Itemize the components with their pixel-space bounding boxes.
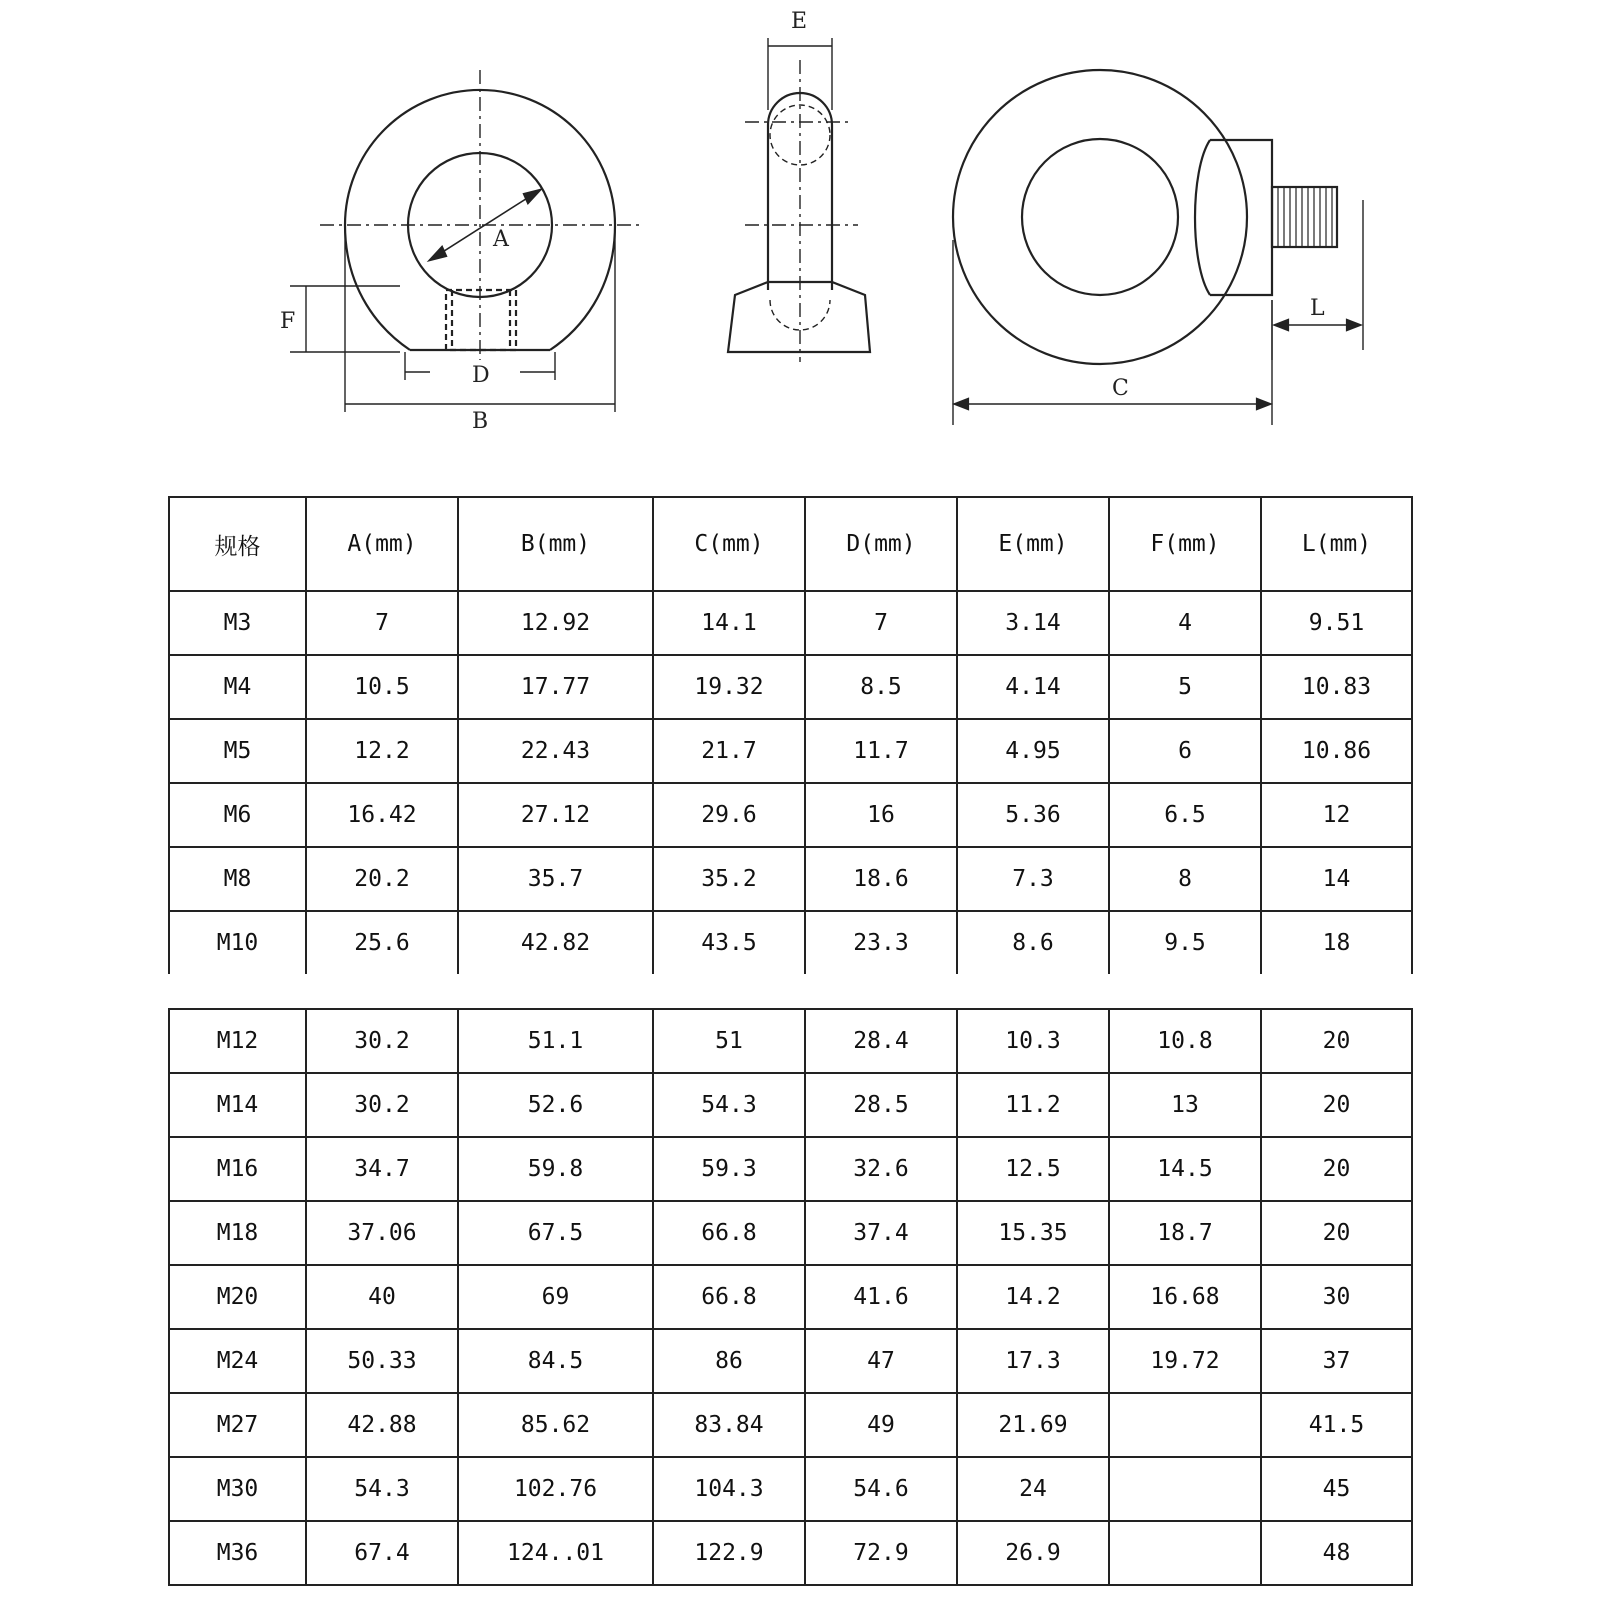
cell-spec: M27 (169, 1393, 306, 1457)
table-row (169, 783, 1412, 847)
cell-a: 34.7 (306, 1137, 458, 1201)
cell-d: 8.5 (805, 655, 957, 719)
header-spec: 规格 (169, 497, 306, 591)
dimension-label-l: L (1310, 296, 1325, 321)
table-row (169, 1201, 1412, 1265)
cell-l: 20 (1261, 1073, 1412, 1137)
cell-c: 66.8 (653, 1201, 805, 1265)
cell-a: 25.6 (306, 911, 458, 974)
cell-l: 20 (1261, 1201, 1412, 1265)
cell-b: 85.62 (458, 1393, 653, 1457)
table-row (169, 847, 1412, 911)
table-row (169, 1457, 1412, 1521)
table-row (169, 1393, 1412, 1457)
cell-spec: M3 (169, 591, 306, 655)
cell-spec: M36 (169, 1521, 306, 1585)
header-f: F(mm) (1109, 497, 1261, 591)
cell-spec: M14 (169, 1073, 306, 1137)
cell-l: 10.86 (1261, 719, 1412, 783)
spec-table-part1 (168, 496, 1413, 974)
table-row (169, 1265, 1412, 1329)
cell-l: 20 (1261, 1137, 1412, 1201)
cell-c: 83.84 (653, 1393, 805, 1457)
cell-b: 59.8 (458, 1137, 653, 1201)
cell-e: 14.2 (957, 1265, 1109, 1329)
cell-l: 48 (1261, 1521, 1412, 1585)
table-row (169, 719, 1412, 783)
header-d: D(mm) (805, 497, 957, 591)
cell-e: 7.3 (957, 847, 1109, 911)
cell-d: 47 (805, 1329, 957, 1393)
cell-a: 20.2 (306, 847, 458, 911)
cell-a: 30.2 (306, 1073, 458, 1137)
cell-d: 54.6 (805, 1457, 957, 1521)
header-e: E(mm) (957, 497, 1109, 591)
dimension-label-e: E (791, 9, 808, 34)
cell-l: 20 (1261, 1009, 1412, 1073)
cell-f: 9.5 (1109, 911, 1261, 974)
cell-a: 50.33 (306, 1329, 458, 1393)
cell-e: 21.69 (957, 1393, 1109, 1457)
cell-e: 10.3 (957, 1009, 1109, 1073)
cell-f: 13 (1109, 1073, 1261, 1137)
cell-b: 17.77 (458, 655, 653, 719)
cell-e: 5.36 (957, 783, 1109, 847)
cell-e: 8.6 (957, 911, 1109, 974)
cell-l: 12 (1261, 783, 1412, 847)
cell-l: 18 (1261, 911, 1412, 974)
cell-b: 22.43 (458, 719, 653, 783)
spec-table-part2 (168, 1008, 1413, 1586)
cell-f: 6 (1109, 719, 1261, 783)
cell-l: 14 (1261, 847, 1412, 911)
cell-c: 19.32 (653, 655, 805, 719)
cell-d: 18.6 (805, 847, 957, 911)
table-row (169, 1521, 1412, 1585)
cell-c: 86 (653, 1329, 805, 1393)
cell-c: 104.3 (653, 1457, 805, 1521)
front-view-drawing (290, 70, 640, 412)
cell-f: 5 (1109, 655, 1261, 719)
cell-f: 10.8 (1109, 1009, 1261, 1073)
cell-a: 7 (306, 591, 458, 655)
cell-a: 54.3 (306, 1457, 458, 1521)
cell-b: 102.76 (458, 1457, 653, 1521)
cell-a: 42.88 (306, 1393, 458, 1457)
table-row (169, 1009, 1412, 1073)
cell-f: 19.72 (1109, 1329, 1261, 1393)
cell-d: 72.9 (805, 1521, 957, 1585)
cell-e: 26.9 (957, 1521, 1109, 1585)
cell-f (1109, 1521, 1261, 1585)
cell-l: 41.5 (1261, 1393, 1412, 1457)
cell-f: 6.5 (1109, 783, 1261, 847)
cell-f: 8 (1109, 847, 1261, 911)
cell-a: 30.2 (306, 1009, 458, 1073)
table-row (169, 1329, 1412, 1393)
table-row (169, 911, 1412, 974)
cell-b: 124..01 (458, 1521, 653, 1585)
cell-c: 43.5 (653, 911, 805, 974)
cell-b: 84.5 (458, 1329, 653, 1393)
cell-d: 11.7 (805, 719, 957, 783)
header-c: C(mm) (653, 497, 805, 591)
cell-l: 45 (1261, 1457, 1412, 1521)
eye-nut-dimension-diagram (0, 0, 1601, 460)
cell-b: 51.1 (458, 1009, 653, 1073)
cell-e: 11.2 (957, 1073, 1109, 1137)
cell-d: 32.6 (805, 1137, 957, 1201)
cell-f: 18.7 (1109, 1201, 1261, 1265)
cell-c: 54.3 (653, 1073, 805, 1137)
cell-c: 29.6 (653, 783, 805, 847)
cell-spec: M24 (169, 1329, 306, 1393)
cell-f: 4 (1109, 591, 1261, 655)
cell-b: 52.6 (458, 1073, 653, 1137)
cell-l: 30 (1261, 1265, 1412, 1329)
header-b: B(mm) (458, 497, 653, 591)
dimension-label-c: C (1112, 376, 1129, 401)
cell-b: 27.12 (458, 783, 653, 847)
cell-spec: M4 (169, 655, 306, 719)
cell-b: 35.7 (458, 847, 653, 911)
cell-c: 66.8 (653, 1265, 805, 1329)
cell-l: 37 (1261, 1329, 1412, 1393)
cell-b: 69 (458, 1265, 653, 1329)
table-header-row (169, 497, 1412, 591)
cell-f (1109, 1393, 1261, 1457)
cell-e: 4.14 (957, 655, 1109, 719)
cell-c: 59.3 (653, 1137, 805, 1201)
dimension-label-b: B (472, 409, 489, 434)
cell-a: 10.5 (306, 655, 458, 719)
table-row (169, 1137, 1412, 1201)
cell-c: 122.9 (653, 1521, 805, 1585)
dimension-label-f: F (280, 309, 296, 334)
cell-d: 49 (805, 1393, 957, 1457)
cell-d: 41.6 (805, 1265, 957, 1329)
cell-d: 16 (805, 783, 957, 847)
cell-spec: M16 (169, 1137, 306, 1201)
table-row (169, 591, 1412, 655)
cell-spec: M20 (169, 1265, 306, 1329)
cell-d: 7 (805, 591, 957, 655)
table-row (169, 1073, 1412, 1137)
cell-a: 16.42 (306, 783, 458, 847)
cell-spec: M6 (169, 783, 306, 847)
cell-c: 51 (653, 1009, 805, 1073)
header-l: L(mm) (1261, 497, 1412, 591)
cell-d: 23.3 (805, 911, 957, 974)
cell-e: 17.3 (957, 1329, 1109, 1393)
cell-e: 15.35 (957, 1201, 1109, 1265)
cell-spec: M30 (169, 1457, 306, 1521)
cell-spec: M5 (169, 719, 306, 783)
cell-a: 67.4 (306, 1521, 458, 1585)
cell-a: 37.06 (306, 1201, 458, 1265)
cell-a: 40 (306, 1265, 458, 1329)
top-view-drawing (953, 70, 1363, 425)
cell-f: 16.68 (1109, 1265, 1261, 1329)
side-view-drawing (728, 38, 870, 362)
cell-d: 37.4 (805, 1201, 957, 1265)
cell-f: 14.5 (1109, 1137, 1261, 1201)
cell-c: 35.2 (653, 847, 805, 911)
cell-b: 12.92 (458, 591, 653, 655)
cell-spec: M12 (169, 1009, 306, 1073)
cell-a: 12.2 (306, 719, 458, 783)
cell-e: 3.14 (957, 591, 1109, 655)
table-row (169, 655, 1412, 719)
cell-d: 28.4 (805, 1009, 957, 1073)
cell-c: 14.1 (653, 591, 805, 655)
cell-spec: M8 (169, 847, 306, 911)
cell-f (1109, 1457, 1261, 1521)
cell-l: 10.83 (1261, 655, 1412, 719)
header-a: A(mm) (306, 497, 458, 591)
cell-c: 21.7 (653, 719, 805, 783)
cell-b: 67.5 (458, 1201, 653, 1265)
dimension-label-d: D (472, 363, 490, 388)
cell-b: 42.82 (458, 911, 653, 974)
cell-d: 28.5 (805, 1073, 957, 1137)
cell-spec: M10 (169, 911, 306, 974)
cell-e: 4.95 (957, 719, 1109, 783)
cell-spec: M18 (169, 1201, 306, 1265)
cell-e: 12.5 (957, 1137, 1109, 1201)
dimension-label-a: A (493, 227, 509, 252)
cell-e: 24 (957, 1457, 1109, 1521)
cell-l: 9.51 (1261, 591, 1412, 655)
